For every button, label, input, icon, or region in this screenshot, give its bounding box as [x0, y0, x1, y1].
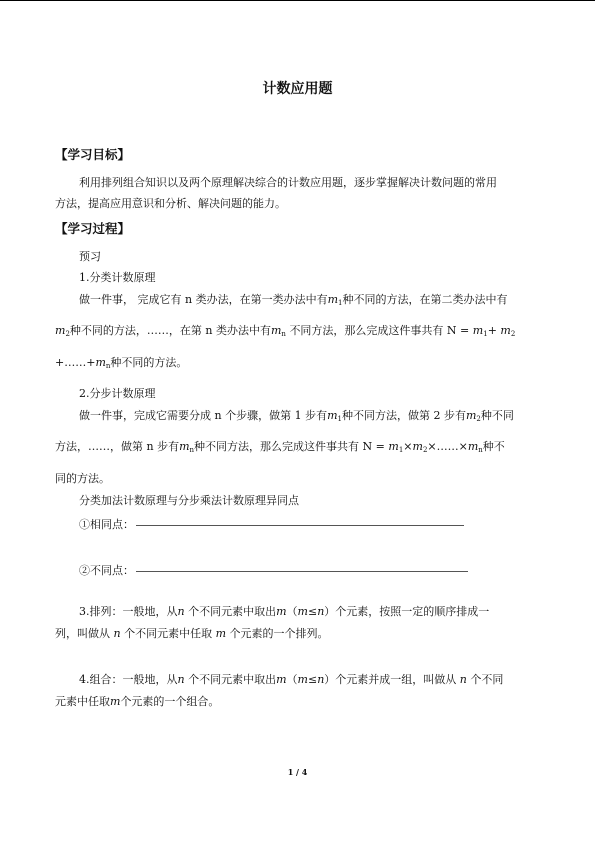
principle-1-title: 1.分类计数原理 — [79, 271, 156, 284]
principle-1-line-3: $+\dots\dots+m_n$种不同的方法。 — [55, 356, 188, 370]
page-title: 计数应用题 — [262, 81, 333, 97]
top-rule — [0, 0, 595, 1]
principle-1-line-1: 做一件事， 完成它有 n 类办法，在第一类办法中有$m_1$种不同的方法，在第二类办法中有 — [79, 293, 508, 307]
same-points-row: ①相同点： — [79, 518, 464, 532]
combination-line-1: 4.组合：一般地，从n 个不同元素中取出m（m≤n）个元素并成一组，叫做从 n 个不同 — [79, 673, 504, 686]
combination-line-2: 元素中任取m个元素的一个组合。 — [55, 695, 220, 708]
goals-line-2: 方法，提高应用意识和分析、解决问题的能力。 — [55, 197, 286, 210]
same-points-blank[interactable] — [136, 525, 464, 526]
section-heading-goals: 【学习目标】 — [55, 147, 131, 162]
compare-intro: 分类加法计数原理与分步乘法计数原理异同点 — [79, 494, 299, 507]
section-heading-process: 【学习过程】 — [55, 221, 131, 236]
principle-2-line-1: 做一件事，完成它需要分成 n 个步骤，做第 1 步有$m_1$种不同方法，做第 2 步有$m_2$种不同 — [79, 409, 514, 423]
principle-2-line-3: 同的方法。 — [55, 472, 110, 485]
principle-1-line-2: $m_2$种不同的方法，……，在第 n 类办法中有$m_n$ 不同方法，那么完成这件事共有 $N = m_1+ m_2$ — [55, 324, 516, 338]
preview-label: 预习 — [79, 250, 101, 263]
diff-points-blank[interactable] — [136, 571, 468, 572]
permutation-line-1: 3.排列：一般地，从n 个不同元素中取出m（m≤n）个元素，按照一定的顺序排成一 — [79, 605, 490, 618]
principle-2-line-2: 方法，……，做第 n 步有$m_n$种不同方法，那么完成这件事共有 $N = m_1\times m_2\times\dots\dots\times m_n$种不 — [55, 440, 505, 454]
page-number: 1 / 4 — [287, 767, 308, 777]
goals-line-1: 利用排列组合知识以及两个原理解决综合的计数应用题，逐步掌握解决计数问题的常用 — [79, 176, 497, 189]
principle-2-title: 2.分步计数原理 — [79, 387, 156, 400]
diff-points-row: ②不同点： — [79, 564, 468, 578]
permutation-line-2: 列，叫做从 n 个不同元素中任取 m 个元素的一个排列。 — [55, 627, 329, 640]
